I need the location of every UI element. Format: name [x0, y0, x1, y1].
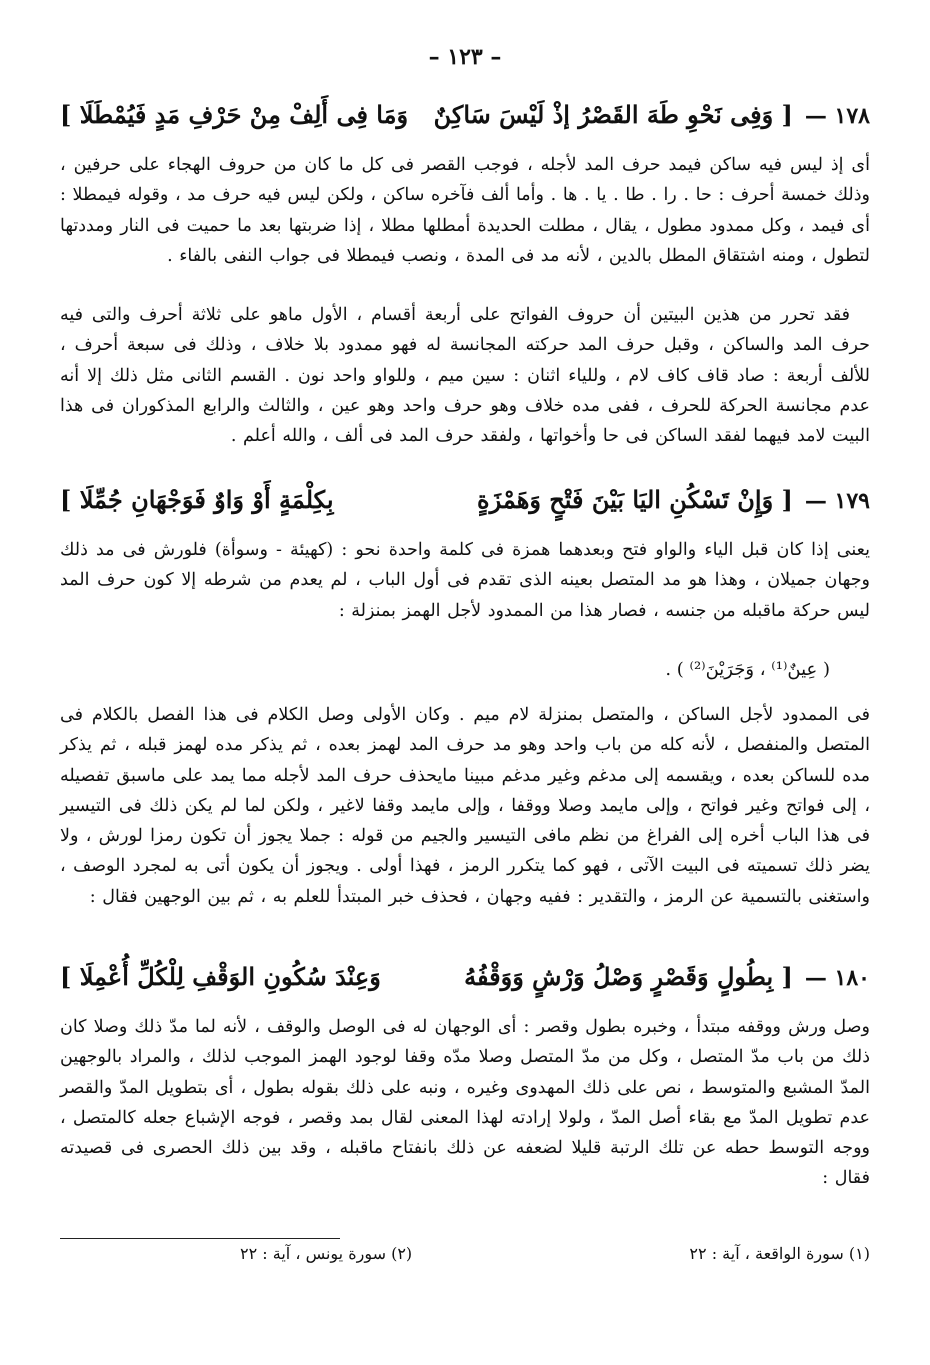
footnotes [60, 1244, 870, 1263]
verse-number: ١٧٩ — [804, 488, 870, 514]
commentary-paragraph-1: أى إذ ليس فيه ساكن فيمد حرف المد لأجله ، فوجب القصر فى كل ما كان من حروف الهجاء على حرفين ، وذلك خمسة أحرف : حا . را . طا . يا . ها . وأما ألف فآخره ساكن ، ولكن ليس فيه حرف مد ، وقوله فيمطلا : أى فيمد ، وكل ممدود مطول ، يقال ، مطلت الحديدة أمطلها مطلا ، إذا ضربتها بعد ما حميت فى النار ومددتها لتطول ، ومنه اشتقاق المطل بالدين ، لأنه مد فى المدة ، ونصب فيمطلا فى جواب النفى بالفاء . [60, 155, 870, 266]
quoted-words: ( عِينٌ⁽¹⁾ ، وَجَرَيْنَ⁽²⁾ ) . [665, 659, 830, 680]
verse-number: ١٧٨ — [804, 103, 870, 129]
footnote-divider [60, 1238, 340, 1239]
footnote-1: (١) سورة الواقعة ، آية : ٢٢ [689, 1244, 870, 1263]
verse-hemistich-2: وَمَا فِى أَلِفْ مِنْ حَرْفِ مَدٍ فَيُمْطَلَا ] [60, 100, 409, 129]
verse-hemistich-1: [ بِطُولٍ وَقَصْرٍ وَصْلُ وَرْشٍ وَوَقْفُهُ [464, 962, 793, 991]
verse-hemistich-1: [ وَإِنْ تَسْكُنِ اليَا بَيْنَ فَتْحٍ وَهَمْزَةٍ [477, 485, 793, 514]
verse-hemistich-2: وَعِنْدَ سُكُونِ الوَقْفِ لِلْكُلِّ أُعْمِلَا ] [60, 962, 381, 991]
verse-hemistich-2: بِكِلْمَةٍ أَوْ وَاوٌ فَوَجْهَانِ جُمِّلَا ] [60, 485, 334, 514]
verse-178 [60, 100, 870, 129]
commentary-paragraph-4: فى الممدود لأجل الساكن ، والمتصل بمنزلة لام ميم . وكان الأولى وصل الكلام فى هذا الفصل بالكلام فى المتصل والمنفصل ، لأنه كله من باب واحد وهو مد حرف المد لهمز بعده ، ثم يذكر مده لهمز قبله ، ثم يذكر مده للساكن بعده ، ويقسمه إلى مدغم وغير مدغم مبينا مايحذف حرف المد لأجله مما يمد على ماسبق تفصيله ، إلى فواتح وغير فواتح ، وإلى مايمد وصلا ووقفا ، وإلى مايمد وقفا لاغير ، ولكن لما لم يكن ذلك فى التيسير فى هذا الباب أخره إلى الفراغ من نظم مافى التيسير والجيم من قوله : جملا يجوز أن تكون رمزا لورش ، ولا يضر ذلك تسميته فى البيت الآتى ، فهو كما يتكرر الرمز ، فهذا أولى . ويجوز أن يكون أتى به لمجرد الوصف ، واستغنى بالتسمية عن الرمز ، والتقدير : ففيه وجهان ، فحذف خبر المبتدأ للعلم به ، ثم بين الوجهين فقال : [60, 705, 870, 907]
verse-number: ١٨٠ — [804, 965, 870, 991]
verse-180 [60, 962, 870, 991]
page-number: – ١٢٣ – [428, 44, 502, 70]
verse-hemistich-1: [ وَفِى نَحْوِ طَهَ القَصْرُ إذْ لَيْسَ سَاكِنٌ [433, 100, 793, 129]
footnote-2: (٢) سورة يونس ، آية : ٢٢ [240, 1244, 413, 1263]
commentary-paragraph-5: وصل ورش ووقفه مبتدأ ، وخبره بطول وقصر : أى الوجهان له فى الوصل والوقف ، لأنه لما مدّ ذلك وصلا كان ذلك من باب مدّ المتصل ، وكل من مدّ المتصل وصلا مدّه وقفا لوجود الهمز الموجب لذلك ، والمراد بالوجهين المدّ المشبع والمتوسط ، نص على ذلك المهدوى وغيره ، ونبه على ذلك بقوله بطول ، أى بتطويل المدّ والقصر عدم تطويل المدّ مع بقاء أصل المدّ ، ولولا إرادته لهذا المعنى لقال بمد وقصر ، فوجه الإشباع جعله كالمتصل ، ووجه التوسط حطه عن تلك الرتبة قليلا لضعفه عن ذلك بانفتاح ماقبله ، وقد بين ذلك الحصرى فى قصيدته فقال : [60, 1017, 870, 1189]
verse-179 [60, 485, 870, 514]
commentary-paragraph-2: فقد تحرر من هذين البيتين أن حروف الفواتح على أربعة أقسام ، الأول ماهو على ثلاثة أحرف والتى فيه حرف المد والساكن ، وقبل حرف المد حركته المجانسة له فهو ممدود بلا خلاف ، وذلك فى سبعة أحرف ، للألف أربعة : صاد قاف كاف لام ، وللياء اثنان : سين ميم ، وللواو واحد نون . القسم الثانى مثل ذلك إلا أنه عدم مجانسة الحركة للحرف ، ففى مده خلاف وهو حرف واحد وهو عين ، والثالث والرابع المذكوران فى هذا البيت لامد فيهما لفقد الساكن فى حا وأخواتها ، ولفقد حرف المد فى ألف ، والله أعلم . [60, 305, 870, 447]
commentary-paragraph-3: يعنى إذا كان قبل الياء والواو فتح وبعدهما همزة فى كلمة واحدة نحو : (كهيئة - وسوأة) فلورش فى مد ذلك وجهان جميلان ، وهذا هو مد المتصل بعينه الذى تقدم فى أول الباب ، لم يعدم من شرطه إلا كون حرف المد ليس حركة ماقبله من جنسه ، فصار هذا من الممدود لأجل الهمز بمنزلة : [60, 540, 870, 621]
